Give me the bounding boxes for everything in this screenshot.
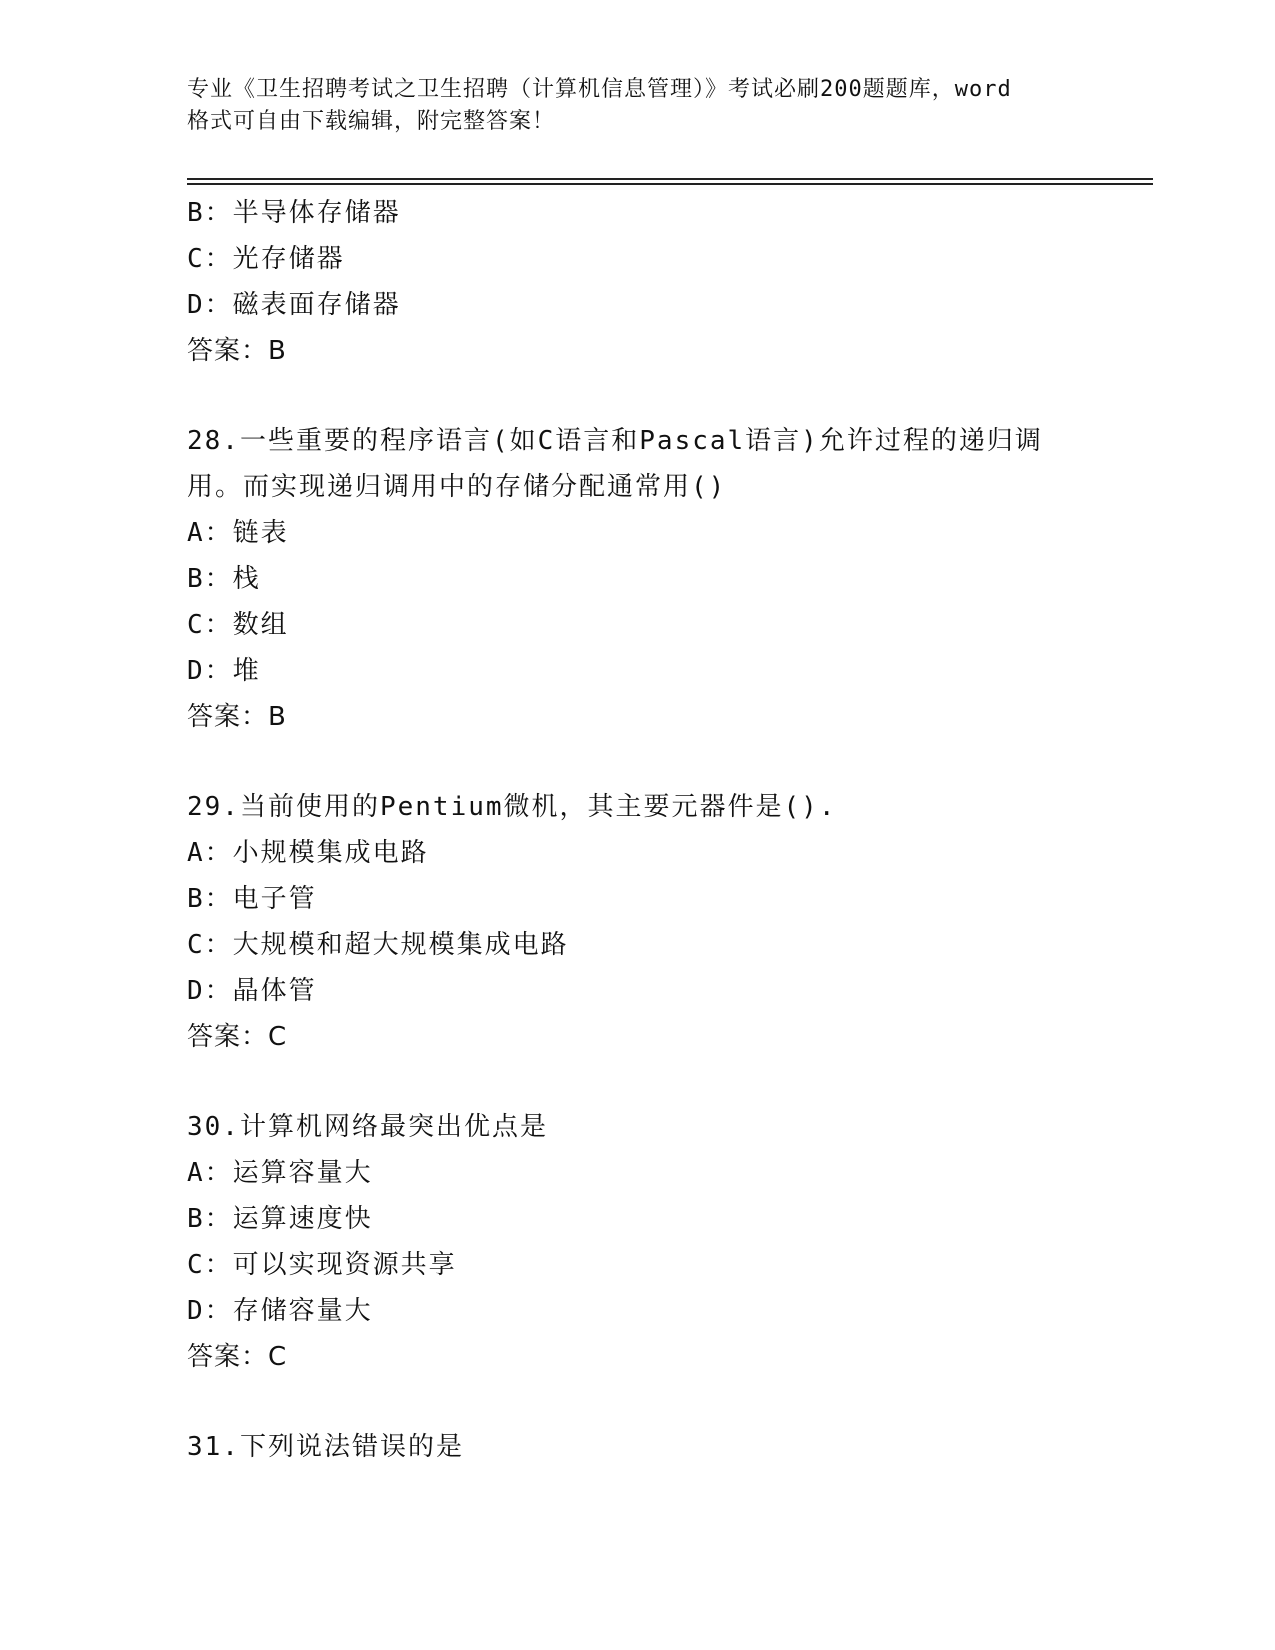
question-list xyxy=(187,190,1087,1470)
document-header xyxy=(187,74,1087,138)
header-line-1: 专业《卫生招聘考试之卫生招聘（计算机信息管理）》考试必刷200题题库，word xyxy=(187,77,1012,102)
option-d: D：存储容量大 xyxy=(187,1296,373,1326)
header-divider-bottom xyxy=(187,183,1153,185)
option-c: C：光存储器 xyxy=(187,244,345,274)
question-27-tail xyxy=(187,190,1087,374)
option-b: B：栈 xyxy=(187,564,261,594)
question-28 xyxy=(187,418,1087,740)
header-line-2: 格式可自由下载编辑，附完整答案！ xyxy=(187,109,556,134)
question-stem: 30.计算机网络最突出优点是 xyxy=(187,1112,548,1142)
answer-line: 答案：B xyxy=(187,336,287,366)
option-a: A：小规模集成电路 xyxy=(187,838,429,868)
question-stem-continued: 用。而实现递归调用中的存储分配通常用() xyxy=(187,472,727,502)
spacer xyxy=(187,1380,1087,1424)
question-stem: 31.下列说法错误的是 xyxy=(187,1432,464,1462)
spacer xyxy=(187,1060,1087,1104)
option-d: D：晶体管 xyxy=(187,976,317,1006)
question-31 xyxy=(187,1424,1087,1470)
option-a: A：链表 xyxy=(187,518,289,548)
question-29 xyxy=(187,784,1087,1060)
option-b: B：电子管 xyxy=(187,884,317,914)
spacer xyxy=(187,740,1087,784)
option-d: D：堆 xyxy=(187,656,261,686)
question-30 xyxy=(187,1104,1087,1380)
answer-line: 答案：C xyxy=(187,1022,288,1052)
question-stem: 28.一些重要的程序语言(如C语言和Pascal语言)允许过程的递归调 xyxy=(187,426,1043,456)
option-c: C：可以实现资源共享 xyxy=(187,1250,457,1280)
header-divider-top xyxy=(187,178,1153,180)
option-d: D：磁表面存储器 xyxy=(187,290,401,320)
option-b: B：半导体存储器 xyxy=(187,198,401,228)
option-c: C：数组 xyxy=(187,610,289,640)
answer-line: 答案：C xyxy=(187,1342,288,1372)
answer-line: 答案：B xyxy=(187,702,287,732)
option-b: B：运算速度快 xyxy=(187,1204,373,1234)
spacer xyxy=(187,374,1087,418)
question-stem: 29.当前使用的Pentium微机，其主要元器件是(). xyxy=(187,792,837,822)
option-a: A：运算容量大 xyxy=(187,1158,373,1188)
option-c: C：大规模和超大规模集成电路 xyxy=(187,930,569,960)
